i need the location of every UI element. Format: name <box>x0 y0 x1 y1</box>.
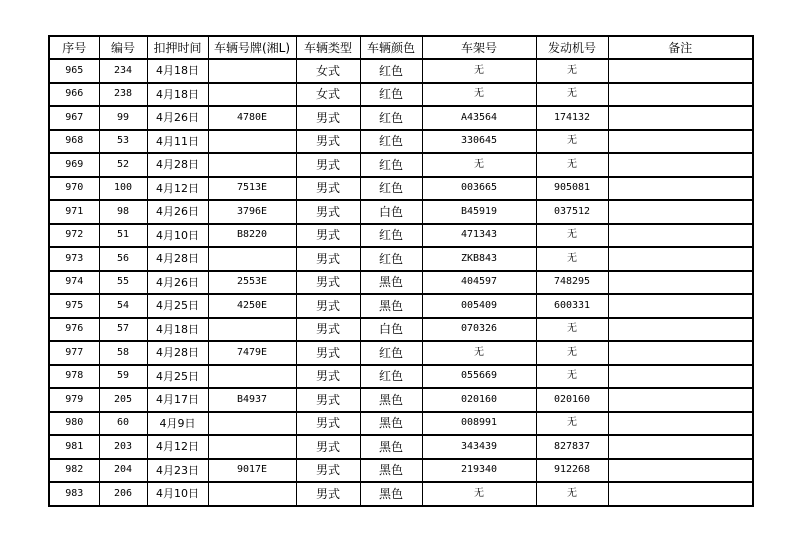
remarks-cell <box>608 294 753 318</box>
plate-cell <box>208 318 296 342</box>
engine-no-cell: 无 <box>536 341 608 365</box>
plate-cell: 4250E <box>208 294 296 318</box>
serial-cell: 972 <box>49 224 99 248</box>
seize-date-cell: 4月25日 <box>147 365 208 389</box>
color-cell: 红色 <box>360 153 422 177</box>
seize-date-cell: 4月10日 <box>147 482 208 506</box>
type-cell: 女式 <box>296 59 360 83</box>
type-cell: 男式 <box>296 318 360 342</box>
seize-date-cell: 4月18日 <box>147 318 208 342</box>
plate-cell <box>208 435 296 459</box>
table-row <box>49 294 753 318</box>
seize-date-cell: 4月26日 <box>147 271 208 295</box>
type-cell: 男式 <box>296 271 360 295</box>
plate-cell: 2553E <box>208 271 296 295</box>
seize-date-cell: 4月11日 <box>147 130 208 154</box>
seize-date-cell: 4月26日 <box>147 106 208 130</box>
seize-date-cell: 4月18日 <box>147 59 208 83</box>
frame-no-cell: 219340 <box>422 459 536 483</box>
serial-cell: 966 <box>49 83 99 107</box>
engine-no-cell: 无 <box>536 482 608 506</box>
plate-cell <box>208 153 296 177</box>
serial-cell: 974 <box>49 271 99 295</box>
plate-cell: 7479E <box>208 341 296 365</box>
frame-no-cell: 020160 <box>422 388 536 412</box>
frame-no-cell: 055669 <box>422 365 536 389</box>
color-cell: 白色 <box>360 318 422 342</box>
plate-cell: B8220 <box>208 224 296 248</box>
engine-no-cell: 600331 <box>536 294 608 318</box>
code-cell: 205 <box>99 388 147 412</box>
engine-no-cell: 无 <box>536 130 608 154</box>
seize-date-cell: 4月28日 <box>147 247 208 271</box>
header-seize-date: 扣押时间 <box>147 36 208 59</box>
remarks-cell <box>608 271 753 295</box>
code-cell: 53 <box>99 130 147 154</box>
plate-cell <box>208 59 296 83</box>
serial-cell: 968 <box>49 130 99 154</box>
color-cell: 红色 <box>360 224 422 248</box>
plate-cell: 9017E <box>208 459 296 483</box>
plate-cell <box>208 365 296 389</box>
frame-no-cell: ZKB843 <box>422 247 536 271</box>
engine-no-cell: 无 <box>536 365 608 389</box>
code-cell: 56 <box>99 247 147 271</box>
remarks-cell <box>608 435 753 459</box>
table-header <box>49 36 753 59</box>
table-row <box>49 388 753 412</box>
type-cell: 男式 <box>296 365 360 389</box>
frame-no-cell: 无 <box>422 153 536 177</box>
type-cell: 男式 <box>296 294 360 318</box>
engine-no-cell: 无 <box>536 59 608 83</box>
table-row <box>49 365 753 389</box>
color-cell: 红色 <box>360 177 422 201</box>
table-row <box>49 459 753 483</box>
type-cell: 男式 <box>296 224 360 248</box>
remarks-cell <box>608 130 753 154</box>
type-cell: 男式 <box>296 106 360 130</box>
header-engine-no: 发动机号 <box>536 36 608 59</box>
seize-date-cell: 4月12日 <box>147 177 208 201</box>
color-cell: 黑色 <box>360 294 422 318</box>
plate-cell <box>208 130 296 154</box>
code-cell: 59 <box>99 365 147 389</box>
type-cell: 男式 <box>296 388 360 412</box>
serial-cell: 977 <box>49 341 99 365</box>
color-cell: 红色 <box>360 247 422 271</box>
table-row <box>49 224 753 248</box>
code-cell: 98 <box>99 200 147 224</box>
remarks-cell <box>608 83 753 107</box>
color-cell: 黑色 <box>360 388 422 412</box>
type-cell: 男式 <box>296 130 360 154</box>
frame-no-cell: 343439 <box>422 435 536 459</box>
color-cell: 红色 <box>360 130 422 154</box>
frame-no-cell: 471343 <box>422 224 536 248</box>
color-cell: 黑色 <box>360 435 422 459</box>
color-cell: 红色 <box>360 341 422 365</box>
seize-date-cell: 4月26日 <box>147 200 208 224</box>
table-row <box>49 153 753 177</box>
table-row <box>49 412 753 436</box>
code-cell: 60 <box>99 412 147 436</box>
frame-no-cell: 无 <box>422 482 536 506</box>
type-cell: 男式 <box>296 177 360 201</box>
seize-date-cell: 4月12日 <box>147 435 208 459</box>
table-row <box>49 318 753 342</box>
remarks-cell <box>608 224 753 248</box>
type-cell: 男式 <box>296 435 360 459</box>
plate-cell <box>208 247 296 271</box>
seize-date-cell: 4月25日 <box>147 294 208 318</box>
plate-cell: 7513E <box>208 177 296 201</box>
frame-no-cell: B45919 <box>422 200 536 224</box>
vehicle-record-table <box>48 35 754 507</box>
table-row <box>49 59 753 83</box>
code-cell: 55 <box>99 271 147 295</box>
plate-cell <box>208 83 296 107</box>
seize-date-cell: 4月18日 <box>147 83 208 107</box>
serial-cell: 978 <box>49 365 99 389</box>
frame-no-cell: 070326 <box>422 318 536 342</box>
seize-date-cell: 4月10日 <box>147 224 208 248</box>
color-cell: 红色 <box>360 106 422 130</box>
plate-cell: 3796E <box>208 200 296 224</box>
serial-cell: 980 <box>49 412 99 436</box>
engine-no-cell: 无 <box>536 224 608 248</box>
table-row <box>49 130 753 154</box>
serial-cell: 971 <box>49 200 99 224</box>
code-cell: 206 <box>99 482 147 506</box>
code-cell: 52 <box>99 153 147 177</box>
plate-cell: B4937 <box>208 388 296 412</box>
plate-cell <box>208 482 296 506</box>
code-cell: 203 <box>99 435 147 459</box>
serial-cell: 982 <box>49 459 99 483</box>
header-row <box>49 36 753 59</box>
engine-no-cell: 无 <box>536 153 608 177</box>
frame-no-cell: A43564 <box>422 106 536 130</box>
type-cell: 男式 <box>296 200 360 224</box>
engine-no-cell: 020160 <box>536 388 608 412</box>
type-cell: 男式 <box>296 482 360 506</box>
engine-no-cell: 无 <box>536 83 608 107</box>
remarks-cell <box>608 365 753 389</box>
seize-date-cell: 4月9日 <box>147 412 208 436</box>
type-cell: 男式 <box>296 341 360 365</box>
seize-date-cell: 4月28日 <box>147 153 208 177</box>
engine-no-cell: 无 <box>536 247 608 271</box>
serial-cell: 973 <box>49 247 99 271</box>
code-cell: 51 <box>99 224 147 248</box>
engine-no-cell: 无 <box>536 412 608 436</box>
remarks-cell <box>608 482 753 506</box>
engine-no-cell: 905081 <box>536 177 608 201</box>
remarks-cell <box>608 200 753 224</box>
engine-no-cell: 912268 <box>536 459 608 483</box>
remarks-cell <box>608 341 753 365</box>
frame-no-cell: 003665 <box>422 177 536 201</box>
remarks-cell <box>608 153 753 177</box>
remarks-cell <box>608 177 753 201</box>
table-row <box>49 83 753 107</box>
engine-no-cell: 827837 <box>536 435 608 459</box>
frame-no-cell: 404597 <box>422 271 536 295</box>
remarks-cell <box>608 106 753 130</box>
frame-no-cell: 330645 <box>422 130 536 154</box>
header-remarks: 备注 <box>608 36 753 59</box>
type-cell: 男式 <box>296 412 360 436</box>
seize-date-cell: 4月17日 <box>147 388 208 412</box>
engine-no-cell: 037512 <box>536 200 608 224</box>
header-serial: 序号 <box>49 36 99 59</box>
table-row <box>49 435 753 459</box>
engine-no-cell: 174132 <box>536 106 608 130</box>
header-color: 车辆颜色 <box>360 36 422 59</box>
code-cell: 57 <box>99 318 147 342</box>
serial-cell: 976 <box>49 318 99 342</box>
seize-date-cell: 4月28日 <box>147 341 208 365</box>
code-cell: 58 <box>99 341 147 365</box>
code-cell: 99 <box>99 106 147 130</box>
color-cell: 白色 <box>360 200 422 224</box>
header-type: 车辆类型 <box>296 36 360 59</box>
remarks-cell <box>608 247 753 271</box>
table-row <box>49 271 753 295</box>
remarks-cell <box>608 459 753 483</box>
plate-cell <box>208 412 296 436</box>
color-cell: 红色 <box>360 83 422 107</box>
color-cell: 黑色 <box>360 459 422 483</box>
code-cell: 54 <box>99 294 147 318</box>
code-cell: 100 <box>99 177 147 201</box>
frame-no-cell: 005409 <box>422 294 536 318</box>
plate-cell: 4780E <box>208 106 296 130</box>
serial-cell: 969 <box>49 153 99 177</box>
remarks-cell <box>608 318 753 342</box>
table-row <box>49 200 753 224</box>
table-row <box>49 482 753 506</box>
serial-cell: 975 <box>49 294 99 318</box>
serial-cell: 981 <box>49 435 99 459</box>
color-cell: 黑色 <box>360 412 422 436</box>
engine-no-cell: 无 <box>536 318 608 342</box>
type-cell: 男式 <box>296 153 360 177</box>
serial-cell: 965 <box>49 59 99 83</box>
header-code: 编号 <box>99 36 147 59</box>
code-cell: 238 <box>99 83 147 107</box>
table-row <box>49 341 753 365</box>
seize-date-cell: 4月23日 <box>147 459 208 483</box>
table-body <box>49 59 753 506</box>
frame-no-cell: 无 <box>422 341 536 365</box>
type-cell: 男式 <box>296 247 360 271</box>
remarks-cell <box>608 388 753 412</box>
serial-cell: 967 <box>49 106 99 130</box>
color-cell: 红色 <box>360 59 422 83</box>
table-row <box>49 106 753 130</box>
header-frame-no: 车架号 <box>422 36 536 59</box>
color-cell: 黑色 <box>360 482 422 506</box>
table-row <box>49 247 753 271</box>
frame-no-cell: 008991 <box>422 412 536 436</box>
frame-no-cell: 无 <box>422 83 536 107</box>
type-cell: 男式 <box>296 459 360 483</box>
color-cell: 黑色 <box>360 271 422 295</box>
remarks-cell <box>608 59 753 83</box>
code-cell: 204 <box>99 459 147 483</box>
color-cell: 红色 <box>360 365 422 389</box>
type-cell: 女式 <box>296 83 360 107</box>
table-row <box>49 177 753 201</box>
serial-cell: 983 <box>49 482 99 506</box>
frame-no-cell: 无 <box>422 59 536 83</box>
code-cell: 234 <box>99 59 147 83</box>
header-plate: 车辆号牌(湘L) <box>208 36 296 59</box>
serial-cell: 979 <box>49 388 99 412</box>
engine-no-cell: 748295 <box>536 271 608 295</box>
serial-cell: 970 <box>49 177 99 201</box>
remarks-cell <box>608 412 753 436</box>
